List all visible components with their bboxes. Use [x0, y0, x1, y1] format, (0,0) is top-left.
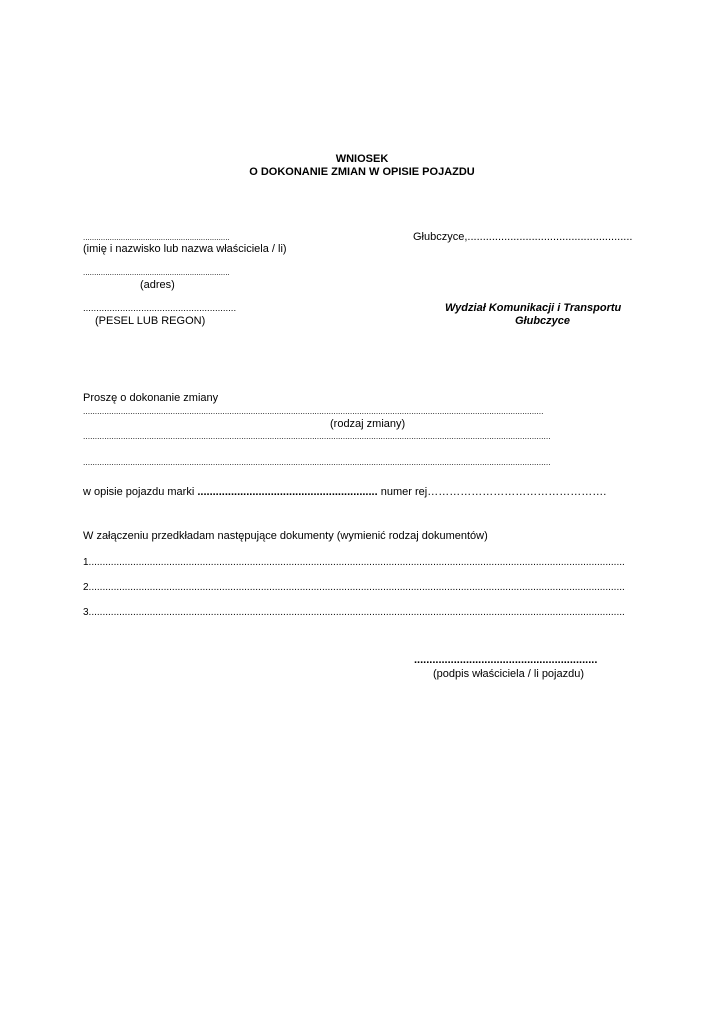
attachment-item-2[interactable]: 2.................................................................................................................................................................................................: [83, 582, 625, 593]
registration-label: numer rej: [380, 486, 428, 498]
vehicle-make-label: w opisie pojazdu marki: [83, 486, 195, 498]
registration-field[interactable]: ………………………………………….: [427, 486, 607, 498]
document-subtitle: O DOKONANIE ZMIAN W OPISIE POJAZDU: [249, 166, 475, 178]
request-intro: Proszę o dokonanie zmiany: [83, 392, 219, 404]
recipient-city: Głubczyce: [515, 315, 571, 327]
place-date-field[interactable]: Głubczyce,......................................................: [413, 231, 633, 243]
signature-label: (podpis właściciela / li pojazdu): [433, 668, 585, 680]
vehicle-line: [83, 486, 606, 498]
document-title: WNIOSEK: [335, 153, 389, 165]
pesel-field-label: (PESEL LUB REGON): [95, 315, 206, 327]
change-type-label: (rodzaj zmiany): [330, 418, 406, 430]
pesel-field-dots[interactable]: ..........................................................: [83, 303, 237, 314]
address-field-label: (adres): [140, 279, 175, 291]
change-line-3[interactable]: ......................................................................................................................................................................................................: [83, 457, 551, 467]
attachment-item-1[interactable]: 1.................................................................................................................................................................................................: [83, 557, 625, 568]
recipient-office: Wydział Komunikacji i Transportu: [445, 302, 622, 314]
attachments-intro: W załączeniu przedkładam następujące dokumenty (wymienić rodzaj dokumentów): [83, 530, 488, 542]
change-line-1[interactable]: ...................................................................................................................................................................................................: [83, 406, 544, 416]
vehicle-make-field[interactable]: ...........................................................: [197, 486, 378, 498]
signature-field[interactable]: ............................................................: [414, 654, 598, 666]
name-field-dots[interactable]: ..................................................................: [83, 233, 230, 242]
address-field-dots[interactable]: ..................................................................: [83, 268, 230, 277]
name-field-label: (imię i nazwisko lub nazwa właściciela / li): [83, 243, 287, 255]
change-line-2[interactable]: ......................................................................................................................................................................................................: [83, 431, 551, 441]
attachment-item-3[interactable]: 3.................................................................................................................................................................................................: [83, 607, 625, 618]
